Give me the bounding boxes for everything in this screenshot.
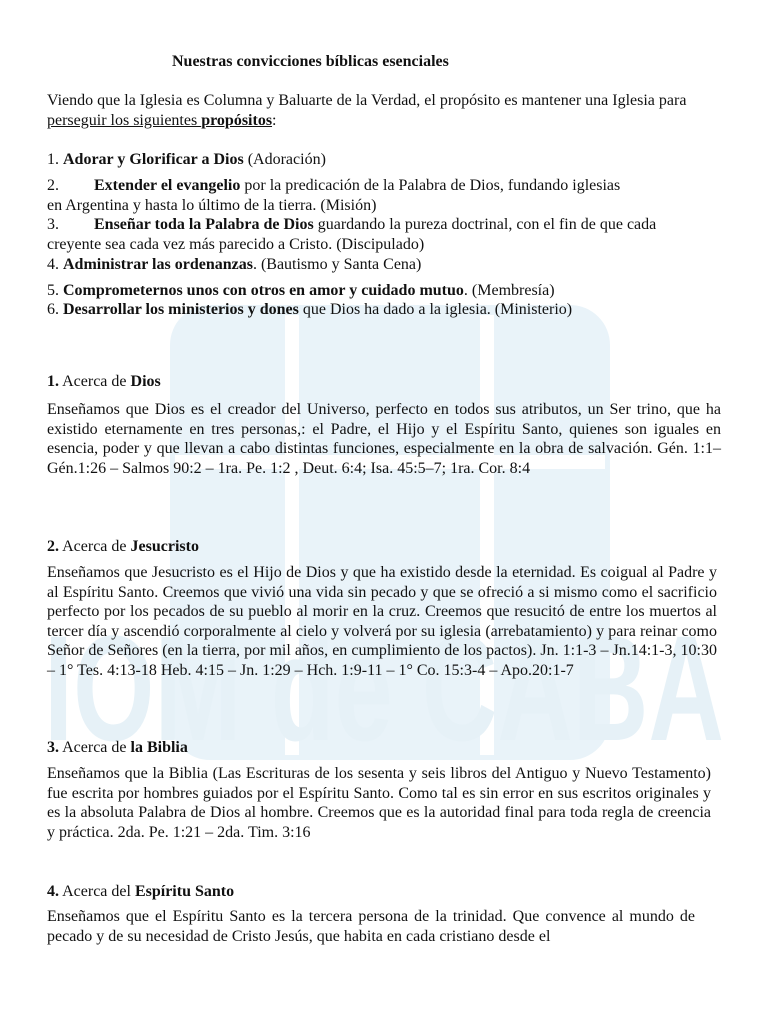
document-title: Nuestras convicciones bíblicas esenciales xyxy=(172,53,449,70)
watermark-text: IOM de CABA xyxy=(44,604,724,772)
section-body-biblia: Enseñamos que la Biblia (Las Escrituras de los sesenta y seis libros del Antiguo y Nuevo Testamento) fue escrita por hombres guiados por el Espíritu Santo. Como tal es sin error en sus escritos originales y es la absoluta Palabra de Dios al hombre. Creemos que es la autoridad final para toda regla de creencia y práctica. 2da. Pe. 1:21 – 2da. Tim. 3:16 xyxy=(47,765,711,841)
section-heading-dios xyxy=(47,372,721,392)
section-number: 3. xyxy=(47,739,59,756)
section-prefix: Acerca de xyxy=(59,739,131,756)
purpose-detail: . (Bautismo y Santa Cena) xyxy=(252,256,422,273)
purpose-number: 1. xyxy=(47,151,59,168)
purpose-detail: por la predicación de la Palabra de Dios, fundando iglesias en Argentina y hasta lo último de la tierra. (Misión) xyxy=(47,177,621,214)
section-body-jesucristo: Enseñamos que Jesucristo es el Hijo de Dios y que ha existido desde la eternidad. Es coigual al Padre y al Espíritu Santo. Creemos que vivió una vida sin pecado y que se ofreció a si mismo como el sacrificio perfecto por los pecados de su pueblo al morir en la cruz. Creemos que resucitó de entre los muertos al tercer día y ascendió corporalmente al cielo y volverá por su iglesia (arrebatamiento) y para reinar como Señor de Señores (en la tierra, por mil años, en cumplimiento de los pactos). Jn. 1:1-3 – Jn.14:1-3, 10:30 – 1° Tes. 4:13-18 Heb. 4:15 – Jn. 1:29 – Hch. 1:9-11 – 1° Co. 15:3-4 – Apo.20:1-7 xyxy=(47,564,717,679)
section-body-espiritu-santo: Enseñamos que el Espíritu Santo es la tercera persona de la trinidad. Que convence al mundo de pecado y de su necesidad de Cristo Jesús, que habita en cada cristiano desde el xyxy=(47,908,695,945)
section-subject: Dios xyxy=(130,373,161,390)
purpose-number: 6. xyxy=(47,301,59,318)
section-number: 1. xyxy=(47,373,59,390)
section-number: 4. xyxy=(47,883,59,900)
purpose-number: 2. xyxy=(47,177,59,194)
section-body-dios: Enseñamos que Dios es el creador del Universo, perfecto en todos sus atributos, un Ser trino, que ha existido eternamente en tres personas,: el Padre, el Hijo y el Espíritu Santo, quienes son iguales en esencia, poder y que llevan a cabo distintas funciones, especialmente en la obra de salvación. Gén. 1:1– Gén.1:26 – Salmos 90:2 – 1ra. Pe. 1:2 , Deut. 6:4; Isa. 45:5–7; 1ra. Cor. 8:4 xyxy=(47,401,721,477)
purpose-title: Enseñar toda la Palabra de Dios xyxy=(94,216,314,233)
intro-underlined: perseguir los siguientes xyxy=(47,111,202,129)
purpose-detail: guardando la pureza doctrinal, con el fin de que cada creyente sea cada vez más parecido a Cristo. (Discipulado) xyxy=(47,216,657,253)
section-prefix: Acerca de xyxy=(59,538,131,555)
section-subject: Jesucristo xyxy=(130,538,199,555)
purpose-detail: que Dios ha dado a la iglesia. (Ministerio) xyxy=(298,301,573,318)
purpose-detail: (Adoración) xyxy=(243,151,326,168)
purpose-number: 3. xyxy=(47,216,59,233)
purpose-item-5 xyxy=(47,281,721,301)
section-heading-biblia xyxy=(47,738,721,758)
intro-end: : xyxy=(272,111,277,129)
purpose-number: 4. xyxy=(47,256,59,273)
purpose-number: 5. xyxy=(47,282,59,299)
section-number: 2. xyxy=(47,538,59,555)
purpose-title: Adorar y Glorificar a Dios xyxy=(63,151,244,168)
purpose-item-6 xyxy=(47,300,721,320)
purpose-title: Extender el evangelio xyxy=(94,177,241,194)
section-prefix: Acerca de xyxy=(59,373,131,390)
section-heading-jesucristo xyxy=(47,537,721,557)
section-subject: Espíritu Santo xyxy=(134,883,235,900)
purpose-detail: . (Membresía) xyxy=(463,282,555,299)
purpose-title: Desarrollar los ministerios y dones xyxy=(63,301,299,318)
intro-paragraph xyxy=(47,91,721,130)
section-heading-espiritu-santo xyxy=(47,882,721,902)
purpose-item-2 xyxy=(47,176,637,215)
purpose-item-3 xyxy=(47,215,667,254)
section-prefix: Acerca del xyxy=(59,883,135,900)
purpose-title: Administrar las ordenanzas xyxy=(63,256,253,273)
purpose-item-4 xyxy=(47,255,721,275)
section-subject: la Biblia xyxy=(130,739,188,756)
intro-text: Viendo que la Iglesia es Columna y Baluarte de la Verdad, el propósito es mantener una Iglesia para xyxy=(47,92,687,109)
intro-underlined-bold: propósitos xyxy=(201,111,273,129)
purpose-item-1 xyxy=(47,150,721,170)
purpose-title: Comprometernos unos con otros en amor y cuidado mutuo xyxy=(63,282,464,299)
